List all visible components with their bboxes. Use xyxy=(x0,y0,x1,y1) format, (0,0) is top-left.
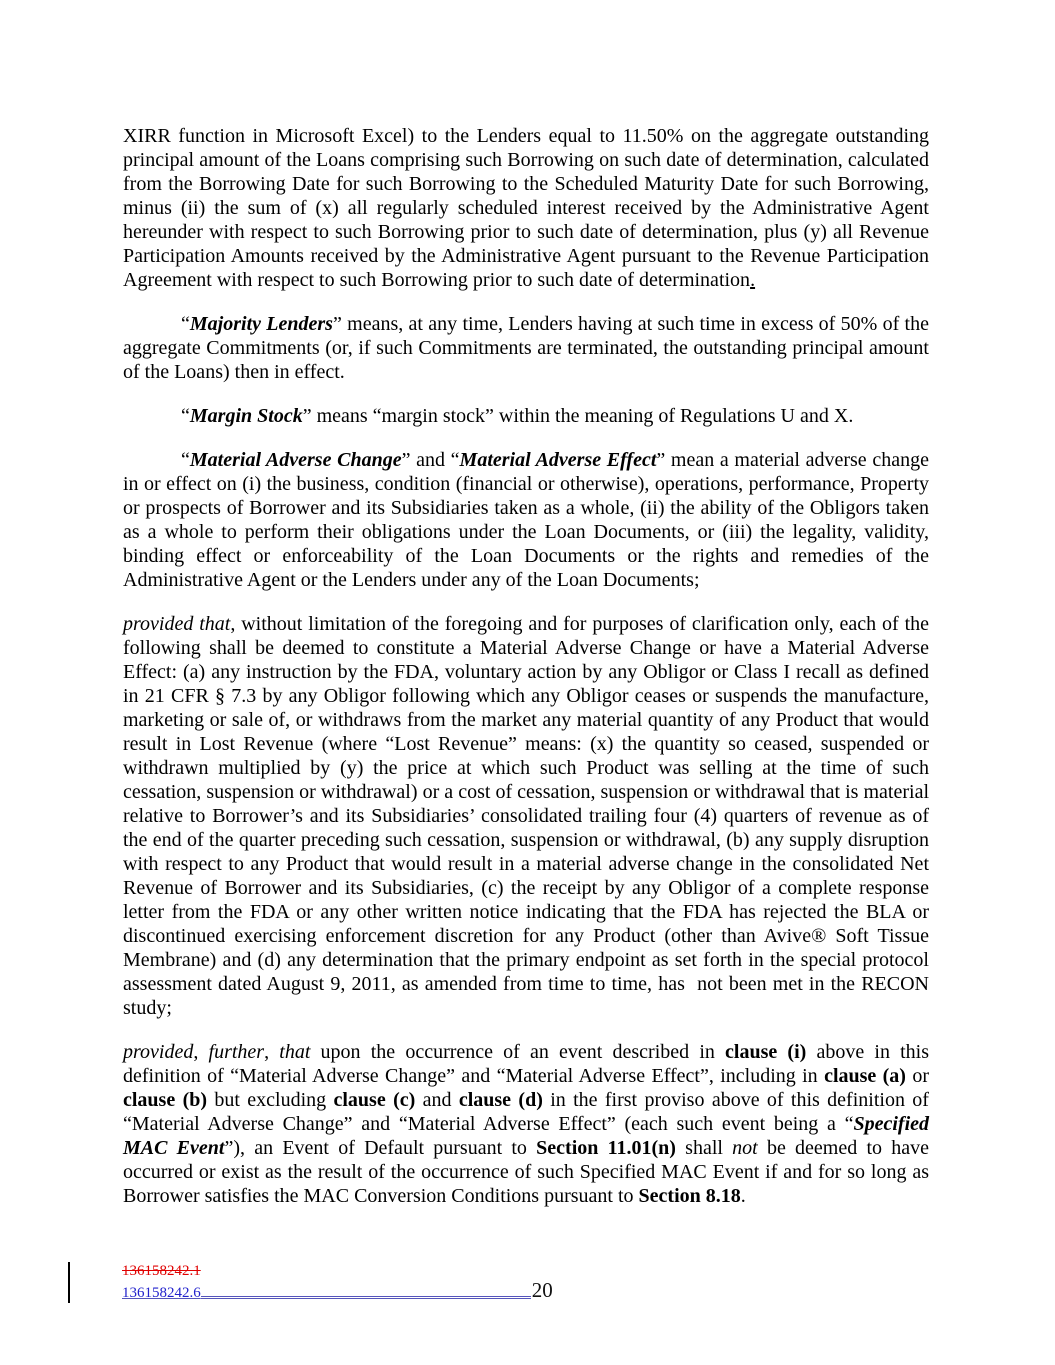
paragraph-xirr-continuation: XIRR function in Microsoft Excel) to the Lenders equal to 11.50% on the aggregate outstanding principal amount of the Loans comprising such Borrowing on such date of determination, calculated from the Borrowing Date for such Borrowing to the Scheduled Maturity Date for such Borrowing, minus (ii) the sum of (x) all regularly scheduled interest received by the Administrative Agent hereunder with respect to such Borrowing prior to such date of determination, plus (y) all Revenue Participation Amounts received by the Administrative Agent pursuant to the Revenue Participation Agreement with respect to such Borrowing prior to such date of determination. xyxy=(123,125,929,291)
doc-id-inserted: 136158242.6 xyxy=(122,1285,201,1301)
page-content xyxy=(123,124,929,1208)
doc-id-deleted: 136158242.1 xyxy=(122,1263,201,1279)
proviso-specified-mac-event: provided, further, that upon the occurrence of an event described in clause (i) above in this definition of “Material Adverse Change” and “Material Adverse Effect”, including in clause (a) or clause (b) but excluding clause (c) and clause (d) in the first proviso above of this definition of “Material Adverse Change” and “Material Adverse Effect” (each such event being a “Specified MAC Event”), an Event of Default pursuant to Section 11.01(n) shall not be deemed to have occurred or exist as the result of the occurrence of such Specified MAC Event if and for so long as Borrower satisfies the MAC Conversion Conditions pursuant to Section 8.18. xyxy=(123,1041,930,1207)
definition-material-adverse-change: “Material Adverse Change” and “Material Adverse Effect” mean a material adverse change in or effect on (i) the business, condition (financial or otherwise), operations, performance, Property or prospects of Borrower and its Subsidiaries taken as a whole, (ii) the ability of the Obligors taken as a whole to perform their obligations under the Loan Documents, or (iii) the legality, validity, binding effect or enforceability of the Loan Documents or the rights and remedies of the Administrative Agent or the Lenders under any of the Loan Documents; xyxy=(123,449,929,591)
definition-majority-lenders: “Majority Lenders” means, at any time, Lenders having at such time in excess of 50% of the aggregate Commitments (or, if such Commitments are terminated, the outstanding principal amount of the Loans) then in effect. xyxy=(123,313,929,383)
proviso-material-adverse-clarification: provided that, without limitation of the foregoing and for purposes of clarification only, each of the following shall be deemed to constitute a Material Adverse Change or have a Material Adverse Effect: (a) any instruction by the FDA, voluntary action by any Obligor or Class I recall as defined in 21 CFR § 7.3 by any Obligor following which any Obligor ceases or suspends the manufacture, marketing or sale of, or withdraws from the market any material quantity of any Product that would result in Lost Revenue (where “Lost Revenue” means: (x) the quantity so ceased, suspended or withdrawn multiplied by (y) the price at which such Product was selling at the time of such cessation, suspension or withdrawal) or a cost of cessation, suspension or withdrawal that is material relative to Borrower’s and its Subsidiaries’ consolidated trailing four (4) quarters of revenue as of the end of the quarter preceding such cessation, suspension or withdrawal, (b) any supply disruption with respect to any Product that would result in a material adverse change in the consolidated Net Revenue of Borrower and its Subsidiaries, (c) the receipt by any Obligor of a complete response letter from the FDA or any other written notice indicating that the FDA has rejected the BLA or discontinued exercising enforcement discretion for any Product (other than Avive® Soft Tissue Membrane) and (d) any determination that the primary endpoint as set forth in the special protocol assessment dated August 9, 2011, as amended from time to time, has not been met in the RECON study; xyxy=(123,613,930,1019)
revision-change-bar xyxy=(68,1262,70,1303)
definition-margin-stock: “Margin Stock” means “margin stock” within the meaning of Regulations U and X. xyxy=(181,405,854,427)
page-footer xyxy=(122,1262,932,1303)
inserted-tab-underline xyxy=(201,1296,531,1299)
footer-row xyxy=(122,1278,932,1303)
page-number: 20 xyxy=(531,1278,553,1302)
